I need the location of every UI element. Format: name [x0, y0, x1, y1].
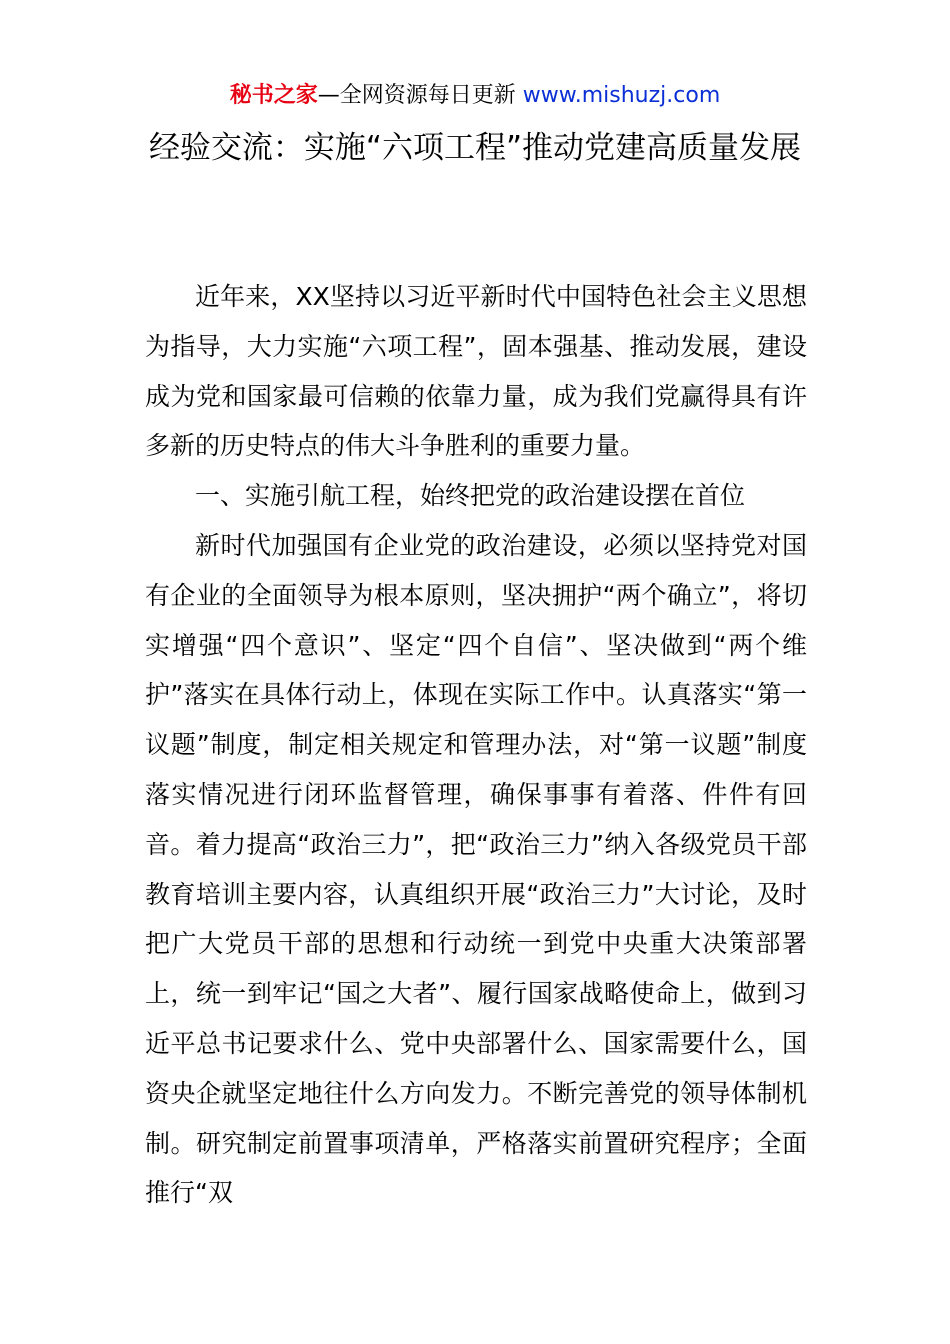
body-paragraph: 新时代加强国有企业党的政治建设，必须以坚持党对国有企业的全面领导为根本原则，坚决拥护“两个确立”，将切实增强“四个意识”、坚定“四个自信”、坚决做到“两个维护”落实在具体行动上，体现在实际工作中。认真落实“第一议题”制度，制定相关规定和管理办法，对“第一议题”制度落实情况进行闭环监督管理，确保事事有着落、件件有回音。着力提高“政治三力”，把“政治三力”纳入各级党员干部教育培训主要内容，认真组织开展“政治三力”大讨论，及时把广大党员干部的思想和行动统一到党中央重大决策部署上，统一到牢记“国之大者”、履行国家战略使命上，做到习近平总书记要求什么、党中央部署什么、国家需要什么，国资央企就坚定地往什么方向发力。不断完善党的领导体制机制。研究制定前置事项清单，严格落实前置研究程序；全面推行“双 [145, 530, 807, 1208]
intro-paragraph: 近年来，XX坚持以习近平新时代中国特色社会主义思想为指导，大力实施“六项工程”，固本强基、推动发展，建设成为党和国家最可信赖的依靠力量，成为我们党赢得具有许多新的历史特点的伟大斗争胜利的重要力量。 [145, 282, 807, 461]
document-title: 经验交流：实施“六项工程”推动党建高质量发展 [148, 130, 802, 166]
document-body [145, 272, 807, 1218]
site-brand: 秘书之家 [229, 83, 318, 108]
site-tagline: —全网资源每日更新 [317, 83, 523, 108]
site-url-link[interactable]: www.mishuzj.com [522, 83, 721, 108]
site-header [0, 80, 950, 112]
section-heading: 一、实施引航工程，始终把党的政治建设摆在首位 [195, 481, 746, 511]
